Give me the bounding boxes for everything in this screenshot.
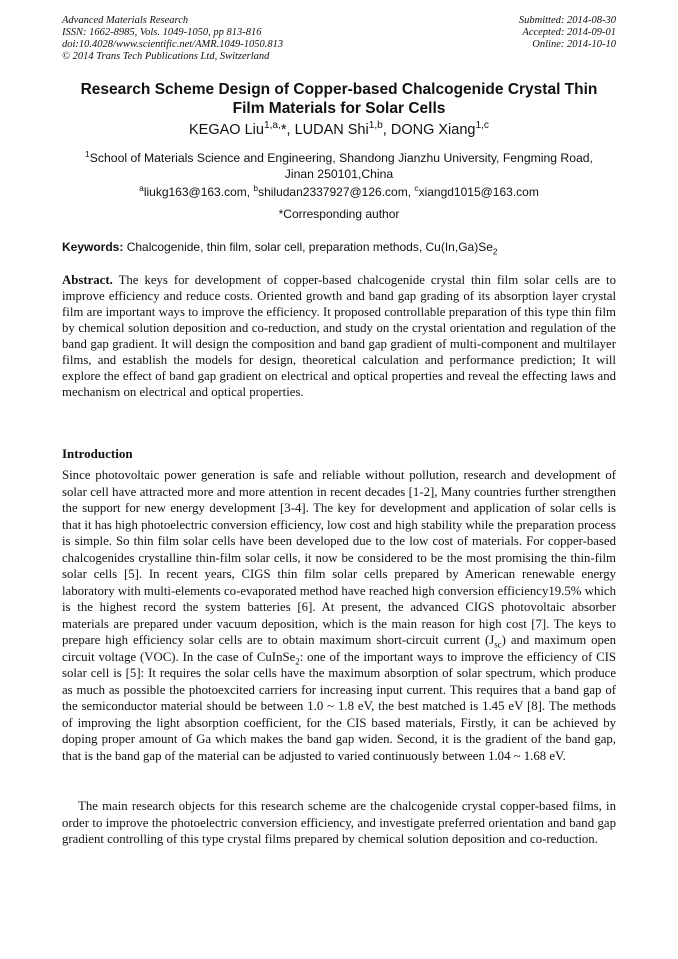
email-c-sup: c bbox=[414, 183, 419, 193]
author-2-sup: 1,b bbox=[368, 120, 383, 132]
journal-copyright: © 2014 Trans Tech Publications Ltd, Switzerland bbox=[62, 51, 270, 62]
author-3: DONG Xiang bbox=[390, 122, 476, 138]
intro-p1-part-c: : one of the important ways to improve the efficiency of CIS solar cell is [5]: It requires the solar cells have the maximum absorption of solar spectrum, which produce as much as possible the photoexcited carriers for increasing input current. This requires that a band gap of the semiconductor material should be between 1.0 ~ 1.8 eV, the best matched is 1.45 eV [8]. The methods of improving the light absorption coefficient, for the CIS based materials, Firstly, it can be achieved by doping proper amount of Ga which makes the band gap widen. Second, it is the gradient of the band gap, that is the band gap of the material can be adjusted to varied continuously between 1.04 ~ 1.68 eV. bbox=[62, 649, 616, 763]
intro-p1-part-b: ) and maximum open circuit voltage (VOC). In the case of CuInSe bbox=[62, 633, 616, 664]
affiliation-line-1: School of Materials Science and Engineering, Shandong Jianzhu University, Fengming Road, bbox=[89, 151, 593, 165]
journal-name: Advanced Materials Research bbox=[62, 15, 189, 26]
author-emails bbox=[62, 185, 616, 199]
abstract bbox=[62, 272, 616, 400]
email-c: xiangd1015@163.com bbox=[418, 185, 539, 199]
cuinse2-subscript: 2 bbox=[295, 656, 300, 667]
author-1-sup: 1,a, bbox=[263, 120, 281, 132]
corresponding-author-note: *Corresponding author bbox=[278, 207, 400, 221]
affiliation-line-2: Jinan 250101,China bbox=[284, 167, 394, 181]
title-line-1: Research Scheme Design of Copper-based Chalcogenide Crystal Thin bbox=[80, 81, 598, 98]
affiliation-sup: 1 bbox=[85, 148, 90, 159]
accepted-date: Accepted: 2014-09-01 bbox=[522, 27, 616, 38]
journal-info bbox=[62, 15, 283, 63]
introduction-heading: Introduction bbox=[62, 446, 133, 461]
author-list: KEGAO Liu$^{1,a,}$*, LUDAN Shi$^{1,b}$, DONG Xiang$^{1,c}$ bbox=[189, 120, 489, 138]
keywords bbox=[62, 240, 616, 257]
keywords-label: Keywords: bbox=[62, 240, 124, 254]
author-3-sup: 1,c bbox=[475, 120, 489, 132]
author-1: KEGAO Liu bbox=[189, 122, 264, 138]
keywords-text: Chalcogenide, thin film, solar cell, preparation methods, Cu(In,Ga)Se bbox=[123, 240, 493, 254]
abstract-text: The keys for development of copper-based chalcogenide crystal thin film solar cells are to improve efficiency and reduce costs. Oriented growth and band gap grading of its absorption layer crystal film are important ways to improve the efficiency. It proposed controllable preparation of this type thin film by chemical solution deposition and co-reduction, and study on the crystal orientation and regulation of the band gap gradient. It will design the composition and band gap gradient of multi-component and multilayer films, and establish the models for design, theoretical calculation and performance prediction; It will explore the effect of band gap gradient on electrical and optical properties and reveal the effecting laws and mechanism on electrical and optical properties. bbox=[62, 273, 616, 399]
intro-p1-part-a: Since photovoltaic power generation is safe and reliable without pollution, research and development of solar cell have attracted more and more attention in recent decades [1-2], Many countries further strengthen the support for new energy development [3-4]. The key for development and application of solar cells is that it has high photoelectric conversion efficiency, low cost and high stability while the preparation process is simple. So thin film solar cells have been developed due to the low cost of materials. For copper-based chalcogenides crystalline thin-film solar cells, it now be considered to be the most promising the thin-film solar cells [5]. In recent years, CIGS thin film solar cells prepared by American renewable energy laboratory with multi-elements co-evaporated method have reached high conversion efficiency19.5% which is the highest record the system batteries [6]. At present, the advanced CIGS photovoltaic absorber materials are prepared under vacuum deposition, which is the main reason for high cost [7]. The keys to prepare high efficiency solar cells are to obtain maximum short-circuit current (J bbox=[62, 468, 616, 647]
submitted-date: Submitted: 2014-08-30 bbox=[518, 15, 616, 26]
publication-dates bbox=[519, 15, 616, 51]
online-date: Online: 2014-10-10 bbox=[532, 39, 616, 50]
email-a: liukg163@163.com, bbox=[143, 185, 254, 199]
journal-doi: doi:10.4028/www.scientific.net/AMR.1049-1050.813 bbox=[62, 39, 284, 50]
paper-title bbox=[62, 80, 616, 118]
title-line-2: Film Materials for Solar Cells bbox=[232, 100, 446, 117]
introduction-paragraph-2: The main research objects for this research scheme are the chalcogenide crystal copper-based films, in order to improve the photoelectric conversion efficiency, and investigate preferred orientation and band gap gradient controlling of this type crystal films prepared by chemical solution deposition and co-reduction. bbox=[62, 799, 616, 846]
email-b: shiludan2337927@126.com, bbox=[258, 185, 415, 199]
affiliation bbox=[62, 150, 616, 182]
introduction-paragraph-1 bbox=[62, 467, 616, 764]
abstract-label: Abstract. bbox=[62, 273, 113, 287]
email-b-sup: b bbox=[253, 183, 259, 193]
email-a-sup: a bbox=[139, 183, 144, 193]
keywords-sub: 2 bbox=[492, 246, 498, 257]
journal-issn: ISSN: 1662-8985, Vols. 1049-1050, pp 813-816 bbox=[62, 27, 262, 38]
author-1-star: * bbox=[280, 122, 287, 138]
author-2: LUDAN Shi bbox=[294, 122, 369, 138]
jsc-subscript: sc bbox=[494, 639, 502, 650]
